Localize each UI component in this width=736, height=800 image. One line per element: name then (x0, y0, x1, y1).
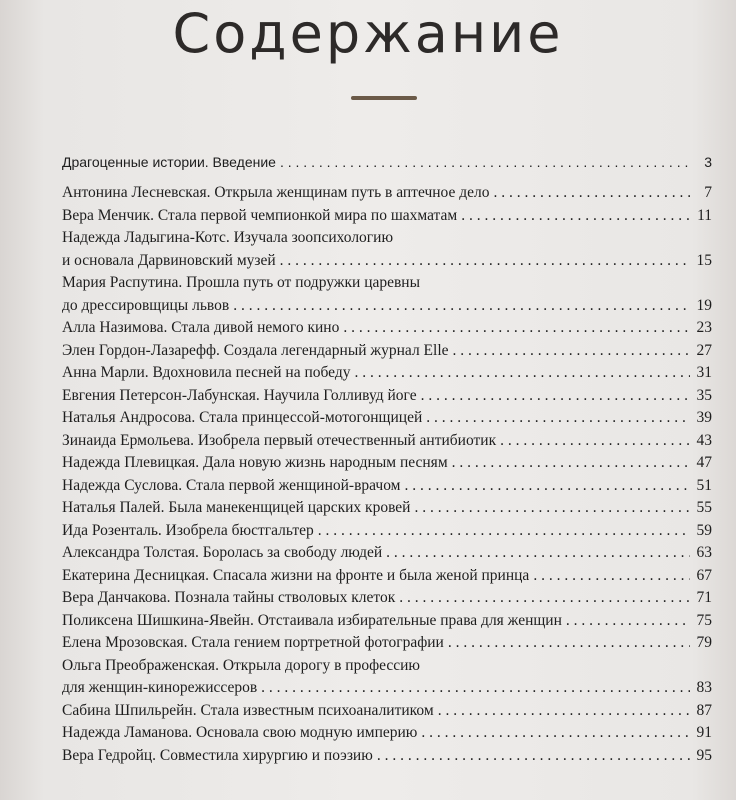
dot-leader (533, 565, 690, 588)
page-title: Содержание (172, 2, 564, 65)
toc-page-number: 71 (696, 589, 712, 606)
dot-leader (421, 722, 690, 745)
toc-entry-title: Надежда Ламанова. Основала свою модную империю (62, 724, 418, 741)
dot-leader (566, 610, 690, 633)
toc-entry-title: Надежда Ладыгина-Котс. Изучала зоопсихологию (62, 229, 394, 246)
toc-page-number: 31 (696, 364, 712, 381)
toc-entry-title: Наталья Андросова. Стала принцессой-мотогонщицей (62, 409, 423, 426)
dot-leader (399, 587, 690, 610)
toc-page-number: 79 (696, 634, 712, 651)
toc-entry[interactable] (62, 565, 712, 588)
toc-entry-title: Елена Мрозовская. Стала гением портретной фотографии (62, 634, 444, 651)
toc-entry[interactable] (62, 407, 712, 430)
toc-entry-title: Екатерина Десницкая. Спасала жизни на фронте и была женой принца (62, 566, 530, 584)
toc-page-number: 3 (704, 154, 712, 170)
toc-entry-title: Вера Менчик. Стала первой чемпионкой мира по шахматам (62, 206, 458, 224)
dot-leader (421, 385, 690, 408)
toc-entry[interactable] (62, 497, 712, 520)
toc-entry[interactable] (62, 227, 712, 272)
toc-entry-title: Поликсена Шишкина-Явейн. Отстаивала избирательные права для женщин (62, 611, 562, 629)
toc-entry[interactable] (62, 430, 712, 453)
toc-entry-title: Драгоценные истории. Введение (62, 154, 276, 170)
title-underline (351, 96, 417, 100)
dot-leader (448, 632, 690, 655)
toc-entry-title: Ида Розенталь. Изобрела бюстгальтер (62, 521, 314, 539)
table-of-contents (62, 150, 712, 767)
toc-page-number: 35 (696, 386, 712, 404)
toc-page-number: 23 (696, 319, 712, 336)
toc-page-number: 11 (697, 206, 712, 224)
toc-entry[interactable] (62, 542, 712, 565)
toc-entry[interactable] (62, 722, 712, 745)
toc-entry[interactable] (62, 700, 712, 723)
toc-entry-title: Надежда Суслова. Стала первой женщиной-врачом (62, 476, 401, 494)
toc-page-number: 51 (696, 476, 712, 494)
toc-entry-title: Анна Марли. Вдохновила песней на победу (62, 364, 351, 381)
dot-leader (414, 497, 690, 520)
toc-entry[interactable] (62, 362, 712, 385)
toc-entry-title: Элен Гордон-Лазарефф. Создала легендарный журнал Elle (62, 341, 449, 359)
toc-page-number: 67 (696, 566, 712, 584)
toc-entry[interactable] (62, 587, 712, 610)
toc-entry-title: до дрессировщицы львов (62, 296, 230, 314)
toc-entry-title: Вера Данчакова. Познала тайны стволовых клеток (62, 589, 396, 606)
toc-entry-title: Сабина Шпильрейн. Стала известным психоаналитиком (62, 701, 434, 719)
toc-entry-title: Евгения Петерсон-Лабунская. Научила Голливуд йоге (62, 386, 417, 404)
toc-page-number: 43 (696, 431, 712, 449)
toc-entry-title: Вера Гедройц. Совместила хирургию и поэзию (62, 746, 373, 764)
toc-entry-title: Наталья Палей. Была манекенщицей царских кровей (62, 499, 411, 516)
dot-leader (493, 182, 690, 205)
toc-entry[interactable] (62, 205, 712, 228)
toc-entry[interactable] (62, 385, 712, 408)
toc-entry-title: и основала Дарвиновский музей (62, 251, 276, 269)
dot-leader (453, 340, 690, 363)
dot-leader (280, 150, 690, 173)
dot-leader (404, 475, 690, 498)
dot-leader (377, 745, 690, 768)
toc-entry[interactable] (62, 632, 712, 655)
toc-page-number: 19 (696, 296, 712, 314)
toc-page-number: 27 (696, 341, 712, 359)
toc-page-number: 55 (696, 499, 712, 516)
toc-entries (62, 182, 712, 767)
toc-page-number: 87 (696, 701, 712, 719)
dot-leader (500, 430, 690, 453)
toc-entry[interactable] (62, 452, 712, 475)
toc-entry-title: Надежда Плевицкая. Дала новую жизнь народным песням (62, 454, 448, 471)
dot-leader (343, 317, 690, 340)
toc-entry[interactable] (62, 182, 712, 205)
toc-entry-intro[interactable] (62, 150, 712, 174)
toc-entry-title: Александра Толстая. Боролась за свободу людей (62, 544, 383, 561)
dot-leader (261, 677, 690, 700)
toc-entry-title: Ольга Преображенская. Открыла дорогу в профессию (62, 656, 421, 674)
toc-entry[interactable] (62, 745, 712, 768)
toc-page-number: 59 (696, 521, 712, 539)
toc-page-number: 83 (696, 679, 712, 696)
toc-entry[interactable] (62, 655, 712, 700)
toc-entry[interactable] (62, 340, 712, 363)
toc-entry[interactable] (62, 475, 712, 498)
toc-entry[interactable] (62, 610, 712, 633)
dot-leader (233, 295, 690, 318)
dot-leader (461, 205, 690, 228)
toc-page-number: 91 (696, 724, 712, 741)
toc-entry[interactable] (62, 317, 712, 340)
toc-page-number: 75 (696, 611, 712, 629)
toc-entry[interactable] (62, 272, 712, 317)
toc-entry-title: Зинаида Ермольева. Изобрела первый отечественный антибиотик (62, 431, 497, 449)
toc-page-number: 63 (696, 544, 712, 561)
dot-leader (426, 407, 690, 430)
toc-page-number: 95 (696, 746, 712, 764)
toc-entry-title: Мария Распутина. Прошла путь от подружки царевны (62, 274, 421, 291)
toc-page-number: 15 (696, 251, 712, 269)
toc-entry-title: Алла Назимова. Стала дивой немого кино (62, 319, 340, 336)
toc-page-number: 7 (704, 184, 712, 201)
dot-leader (318, 520, 690, 543)
dot-leader (280, 250, 690, 273)
toc-page-number: 47 (696, 454, 712, 471)
dot-leader (452, 452, 690, 475)
toc-entry-title: для женщин-кинорежиссеров (62, 679, 258, 696)
dot-leader (355, 362, 691, 385)
toc-entry[interactable] (62, 520, 712, 543)
dot-leader (438, 700, 690, 723)
toc-page-number: 39 (696, 409, 712, 426)
toc-entry-title: Антонина Лесневская. Открыла женщинам путь в аптечное дело (62, 184, 490, 201)
dot-leader (386, 542, 690, 565)
